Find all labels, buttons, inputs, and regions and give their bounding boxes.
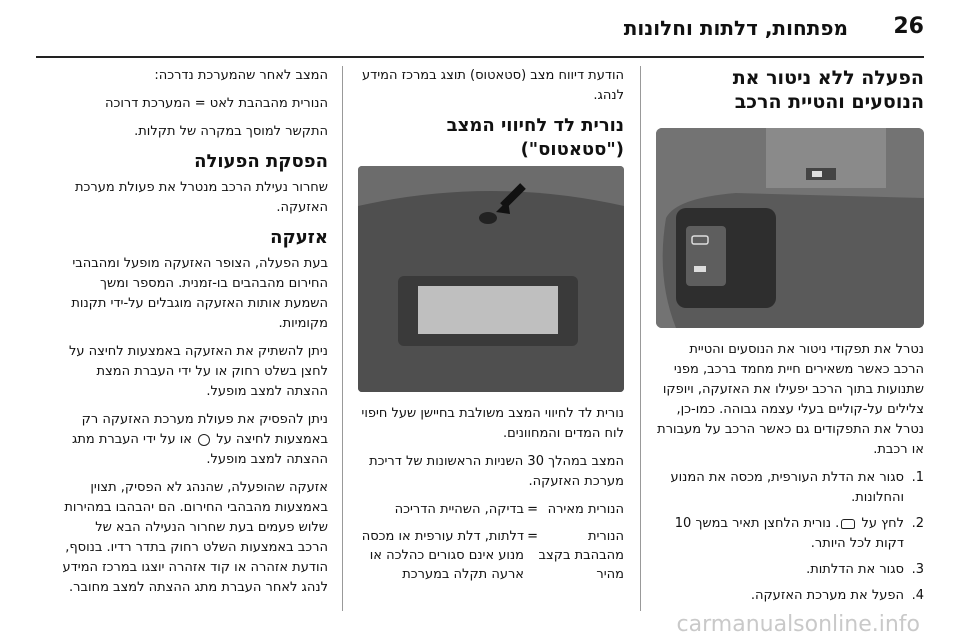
dashboard-led-photo — [358, 166, 624, 392]
mirror-button-photo — [656, 128, 924, 328]
section-heading: הפעלה ללא ניטור את הנוסעים והטיית הרכב — [732, 67, 924, 113]
table-equals: = — [527, 529, 538, 544]
car-tilt-icon — [841, 519, 855, 529]
lock-icon — [198, 434, 210, 446]
section-heading: נורית לד לחיווי המצב ("סטאטוס") — [446, 115, 624, 160]
led-caption: נורית לד לחיווי המצב משולבת בחיישן שעל חיפוי לוח המדים והמחוונים. — [361, 406, 624, 441]
dashboard-illustration — [358, 166, 624, 392]
table-label: הנורית מהבהבת בקצב מהיר — [538, 529, 624, 582]
section-heading: אזעקה — [270, 227, 328, 248]
table-equals: = — [527, 502, 538, 517]
slow-flash-meaning: הנורית מהבהבת לאט = המערכת דרוכה — [104, 96, 328, 111]
page-header — [0, 0, 960, 56]
column-divider — [342, 66, 343, 611]
table-label: הנורית מאירה — [547, 502, 624, 517]
status-paragraph: המצב במהלך 30 השניות הראשונות של דריכת מערכת האזעקה. — [369, 454, 624, 489]
right-column — [656, 66, 924, 612]
disable-paragraph: שחרור נעילת הרכב מנטרל את פעולת מערכת האזעקה. — [75, 180, 328, 215]
left-column — [62, 66, 328, 606]
list-item: 3. סגור את הדלתות. — [806, 562, 924, 577]
list-item: 1. סגור את הדלת העורפית, מכסה את המנוע והחלונות. — [670, 470, 924, 505]
mirror-illustration — [656, 128, 924, 328]
watermark: carmanualsonline.info — [676, 612, 920, 637]
status-table — [358, 500, 624, 584]
intro-paragraph: הודעת דיווח מצב (סטאטוס) תוצג במרכז המידע לנהג. — [361, 68, 624, 103]
intro-paragraph: נטרל את תפקודי ניטור את הנוסעים והטיית הרכב כאשר משאירים חיית מחמד ברכב, מפני שתנועות בתוך הרכב יפעילו את האזעקה, ויופקו צלילים על-קוליים בעלי עצמה גבוהה. כמו-כן, נטרל את התפקודים גם כאשר הרכב על מעבורת או רכבת. — [657, 342, 924, 457]
middle-column — [358, 66, 624, 584]
triggered-alarm-paragraph: אזעקה שהופעלה, שהנהג לא הפסיק, תצוין באמצעות מהבהבי החירום. הם יהבהבו במהירות שלוש פעמים בעת שחרור הנעילה הבא של הרכב באמצעות השלט רחוק בתדר רדיו. בנוסף, הודעת אזהרה או קוד אזהרה יוצגו במרכז המידע לנהג לאחר העברת מתג ההצתה למצב מחובר. — [62, 480, 328, 595]
page-title: מפתחות, דלתות וחלונות — [623, 16, 848, 40]
fault-paragraph: התקשר למוסך במקרה של תקלות. — [134, 124, 328, 139]
silence-paragraph: ניתן להשתיק את האזעקה באמצעות לחיצה על לחצן בשלט רחוק או על ידי העברת המצת ההצתה למצב מופעל. — [68, 344, 328, 399]
status-after-arming: המצב לאחר שהמערכת נדרכה: — [154, 68, 328, 83]
table-value: בדיקה, השהיית הדריכה — [394, 502, 524, 517]
page-number: 26 — [893, 14, 924, 39]
header-rule — [36, 56, 924, 58]
alarm-paragraph: בעת הפעלה, הצופר האזעקה מופעל ומהבהבי החירום מהבהבים בו-זמנית. המספר ומשך השמעת אותות האזעקה מוגבלים על-ידי תקנות מקומיות. — [71, 256, 328, 331]
column-divider — [640, 66, 641, 611]
table-value: דלתות, דלת עורפית או מכסה מנוע אינם סגורים כהלכה או ארעה תקלה במערכת — [361, 529, 524, 582]
section-heading: הפסקת הפעולה — [194, 151, 328, 172]
steps-list — [656, 468, 924, 606]
list-item: 4. הפעל את מערכת האזעקה. — [750, 588, 924, 603]
list-item: 2. לחץ על . נורית הלחצן תאיר במשך 10 דקות לכל היותר. — [674, 516, 924, 551]
stop-paragraph: ניתן להפסיק את פעולת מערכת האזעקה רק באמצעות לחיצה על או על ידי העברת מתג ההצתה למצב מופעל. — [71, 412, 328, 467]
